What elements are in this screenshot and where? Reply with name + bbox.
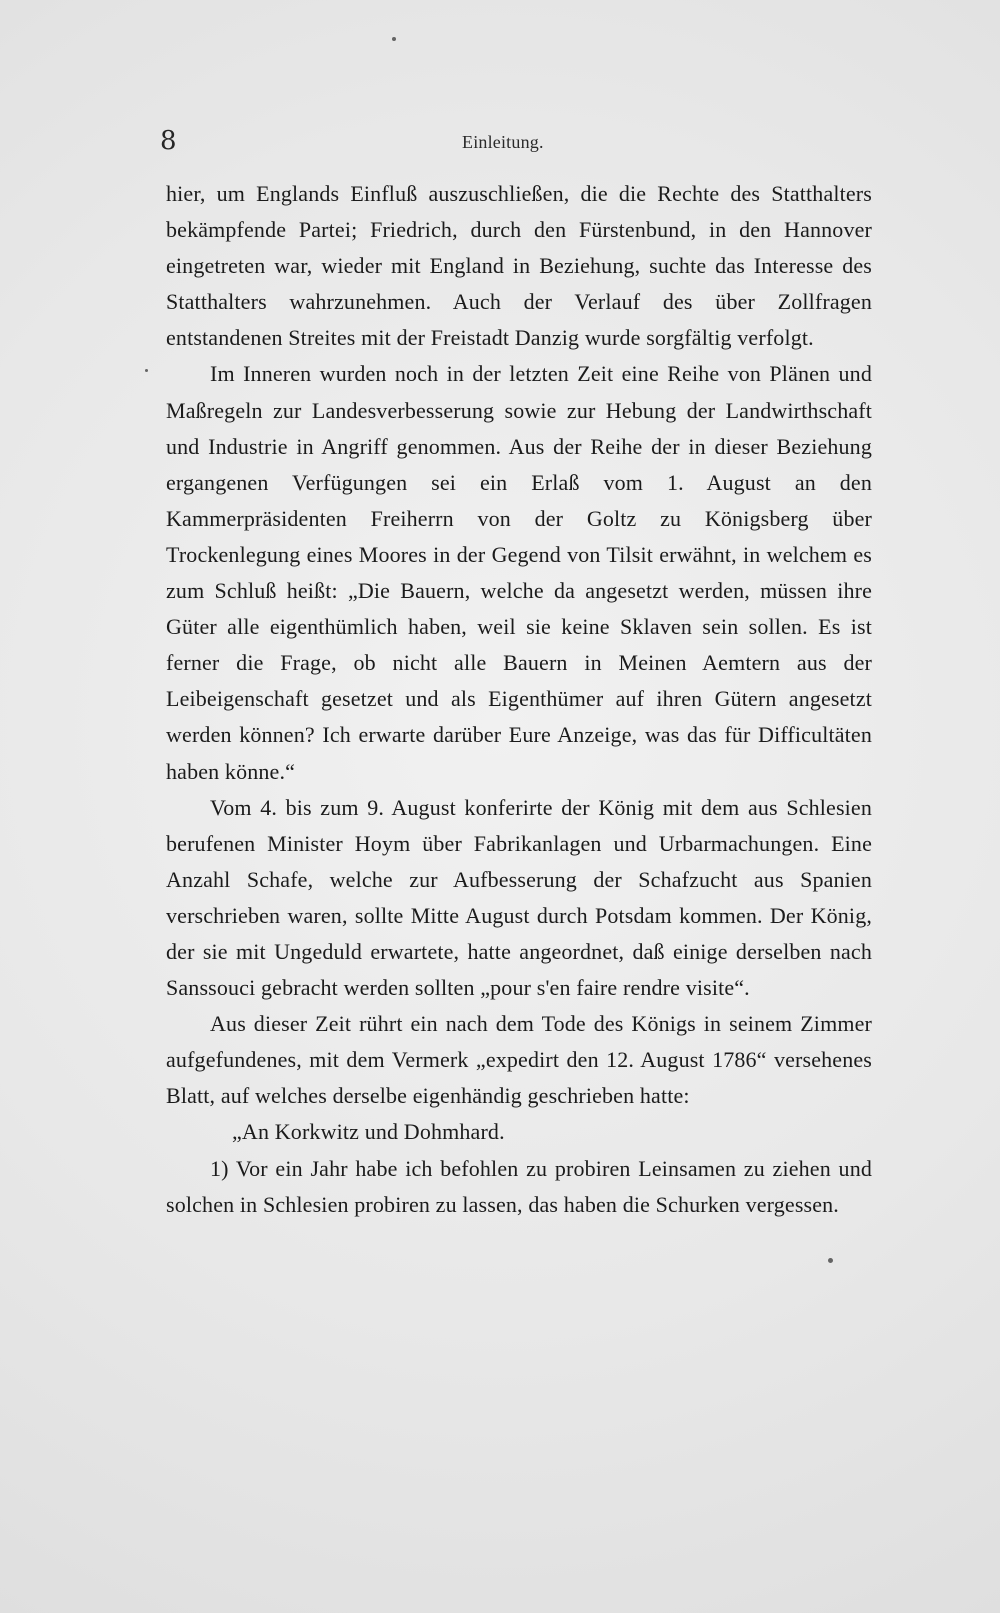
paragraph-1: hier, um Englands Einfluß auszuschließen, die die Rechte des Statthalters bekämpfende Partei; Friedrich, durch den Fürstenbund, in den Hannover eingetreten war, wieder mit England in Beziehung, suchte das Interesse des Statthalters wahrzunehmen. Auch der Verlauf des über Zollfragen entstandenen Streites mit der Freistadt Danzig wurde sorgfältig verfolgt. [166, 181, 872, 351]
page-number: 8 [160, 126, 177, 156]
paragraph-3: Vom 4. bis zum 9. August konferirte der König mit dem aus Schlesien berufenen Minister Hoym über Fabrikanlagen und Urbarmachungen. Eine Anzahl Schafe, welche zur Aufbesserung der Schafzucht aus Spanien verschrieben waren, sollte Mitte August durch Potsdam kommen. Der König, der sie mit Ungeduld erwartete, hatte angeordnet, daß einige derselben nach Sanssouci gebracht werden sollten „pour s'en faire rendre visite“. [166, 794, 872, 1001]
print-speck-top [392, 37, 396, 41]
paragraph-2: Im Inneren wurden noch in der letzten Zeit eine Reihe von Plänen und Maßregeln zur Landesverbesserung sowie zur Hebung der Landwirthschaft und Industrie in Angriff genommen. Aus der Reihe der in dieser Beziehung ergangenen Verfügungen sei ein Erlaß vom 1. August an den Kammerpräsidenten Freiherrn von der Goltz zu Königsberg über Trockenlegung eines Moores in der Gegend von Tilsit erwähnt, in welchem es zum Schluß heißt: „Die Bauern, welche da angesetzt werden, müssen ihre Güter alle eigenthümlich haben, weil sie keine Sklaven sein sollen. Es ist ferner die Frage, ob nicht alle Bauern in Meinen Aemtern aus der Leibeigenschaft gesetzet und als Eigenthümer auf ihren Gütern angesetzt werden können? Ich erwarte darüber Eure Anzeige, was das für Difficultäten haben könne.“ [166, 361, 872, 784]
running-title: Einleitung. [462, 132, 544, 152]
print-speck-left [145, 369, 148, 372]
page-header [160, 126, 872, 162]
paragraph-5: 1) Vor ein Jahr habe ich befohlen zu probiren Leinsamen zu ziehen und solchen in Schlesien probiren zu lassen, das haben die Schurken vergessen. [166, 1155, 872, 1217]
body-text [166, 176, 872, 1223]
paragraph-4: Aus dieser Zeit rührt ein nach dem Tode des Königs in seinem Zimmer aufgefundenes, mit dem Vermerk „expedirt den 12. August 1786“ versehenes Blatt, auf welches derselbe eigenhändig geschrieben hatte: [166, 1011, 872, 1109]
quoted-address-line: „An Korkwitz und Dohmhard. [232, 1119, 505, 1145]
print-speck-lower-right [828, 1258, 833, 1263]
